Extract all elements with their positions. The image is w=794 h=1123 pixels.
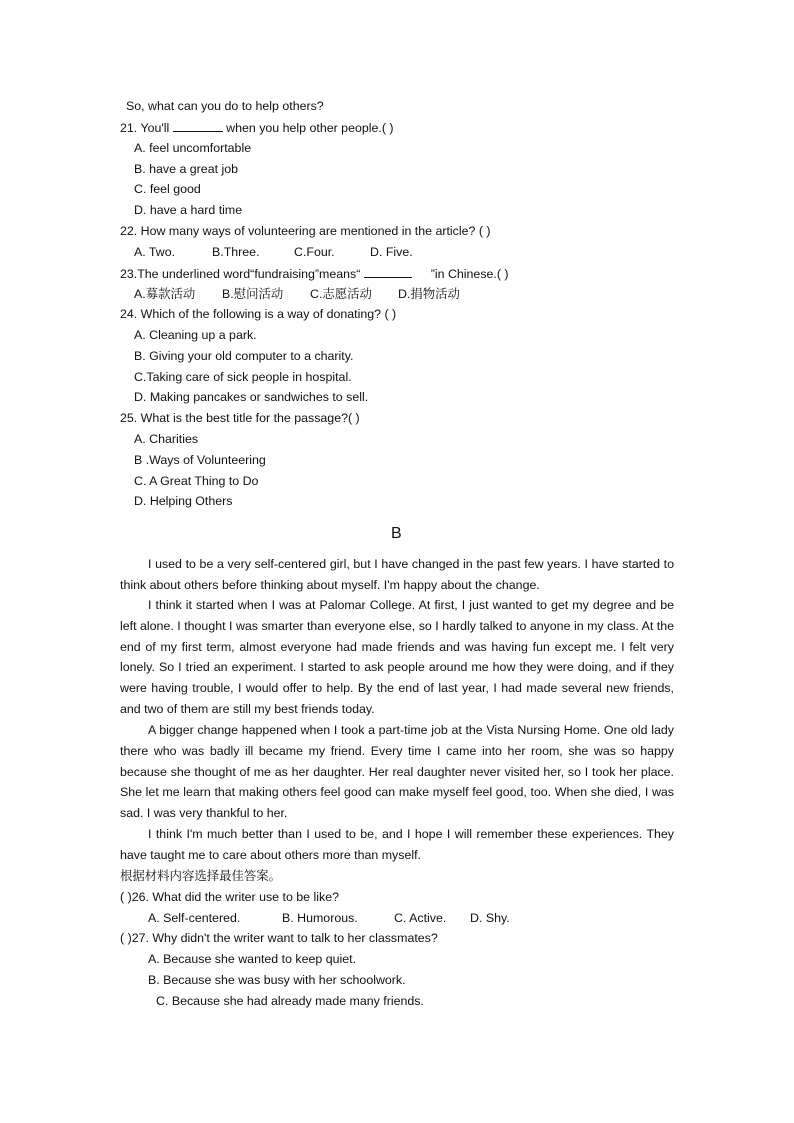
passage-paragraph-1: I used to be a very self-centered girl, but I have changed in the past few years. I have started to think about others before thinking about myself. I'm happy about the change. <box>120 557 674 592</box>
q21-option-d: D. have a hard time <box>134 203 243 217</box>
q22-option-c: C.Four. <box>294 245 335 259</box>
q26-stem: ( )26. What did the writer use to be like? <box>120 890 340 904</box>
q23-stem-before: 23.The underlined word“fundraising”means“ <box>120 267 361 281</box>
q25-option-d: D. Helping Others <box>134 494 233 508</box>
intro-question: So, what can you do to help others? <box>126 99 324 113</box>
q21-stem-before: 21. You'll <box>120 121 170 135</box>
q22-option-a: A. Two. <box>134 245 176 259</box>
q23-option-d: D.捐物活动 <box>398 287 460 301</box>
q21-stem <box>120 119 394 136</box>
q21-option-c: C. feel good <box>134 182 201 196</box>
q24-option-a: A. Cleaning up a park. <box>134 328 257 342</box>
passage-paragraph-3: A bigger change happened when I took a part-time job at the Vista Nursing Home. One old lady there who was badly ill became my friend. Every time I came into her room, she was so happy because she thought of me as her daughter. Her real daughter never visited her, so I took her place. She let me learn that making others feel good can make myself feel good, too. When she died, I was sad. I was very thankful to her. <box>120 723 674 821</box>
q23-option-a: A.募款活动 <box>134 287 196 301</box>
section-b-instruction: 根据材料内容选择最佳答案。 <box>120 869 282 883</box>
q26-option-d: D. Shy. <box>470 911 510 925</box>
q24-option-b: B. Giving your old computer to a charity. <box>134 349 354 363</box>
q24-stem: 24. Which of the following is a way of donating? ( ) <box>120 307 397 321</box>
q23-stem-after: ”in Chinese.( ) <box>430 267 509 281</box>
q24-option-c: C.Taking care of sick people in hospital. <box>134 370 352 384</box>
q23-option-b: B.慰问活动 <box>222 287 284 301</box>
q21-blank <box>173 119 223 132</box>
q21-stem-after: when you help other people.( ) <box>226 121 394 135</box>
q27-option-b: B. Because she was busy with her schoolwork. <box>148 973 406 987</box>
q25-option-a: A. Charities <box>134 432 199 446</box>
passage-paragraph-2: I think it started when I was at Palomar College. At first, I just wanted to get my degree and be left alone. I thought I was smarter than everyone else, so I hardly talked to anyone in my class. At the end of my first term, almost everyone had made friends and was having fun except me. I felt very lonely. So I tried an experiment. I started to ask people around me how they were doing, and if they were having trouble, I would offer to help. By the end of last year, I had made several new friends, and two of them are still my best friends today. <box>120 598 674 716</box>
q26-option-a: A. Self-centered. <box>148 911 241 925</box>
q25-option-b: B .Ways of Volunteering <box>134 453 266 467</box>
q22-option-b: B.Three. <box>212 245 260 259</box>
q22-stem: 22. How many ways of volunteering are mentioned in the article? ( ) <box>120 224 491 238</box>
q27-stem: ( )27. Why didn't the writer want to talk to her classmates? <box>120 931 438 945</box>
q25-option-c: C. A Great Thing to Do <box>134 474 259 488</box>
q22-option-d: D. Five. <box>370 245 413 259</box>
q24-option-d: D. Making pancakes or sandwiches to sell. <box>134 390 369 404</box>
q23-option-c: C.志愿活动 <box>310 287 372 301</box>
q26-option-b: B. Humorous. <box>282 911 358 925</box>
q25-stem: 25. What is the best title for the passage?( ) <box>120 411 360 425</box>
q21-option-a: A. feel uncomfortable <box>134 141 252 155</box>
q23-blank <box>364 265 412 278</box>
passage-paragraph-4: I think I'm much better than I used to be, and I hope I will remember these experiences. They have taught me to care about others more than myself. <box>120 827 674 862</box>
q27-option-a: A. Because she wanted to keep quiet. <box>148 952 357 966</box>
q23-stem <box>120 265 509 282</box>
section-b-heading: B <box>391 525 402 542</box>
q21-option-b: B. have a great job <box>134 162 239 176</box>
q26-option-c: C. Active. <box>394 911 447 925</box>
q27-option-c: C. Because she had already made many friends. <box>156 994 424 1008</box>
